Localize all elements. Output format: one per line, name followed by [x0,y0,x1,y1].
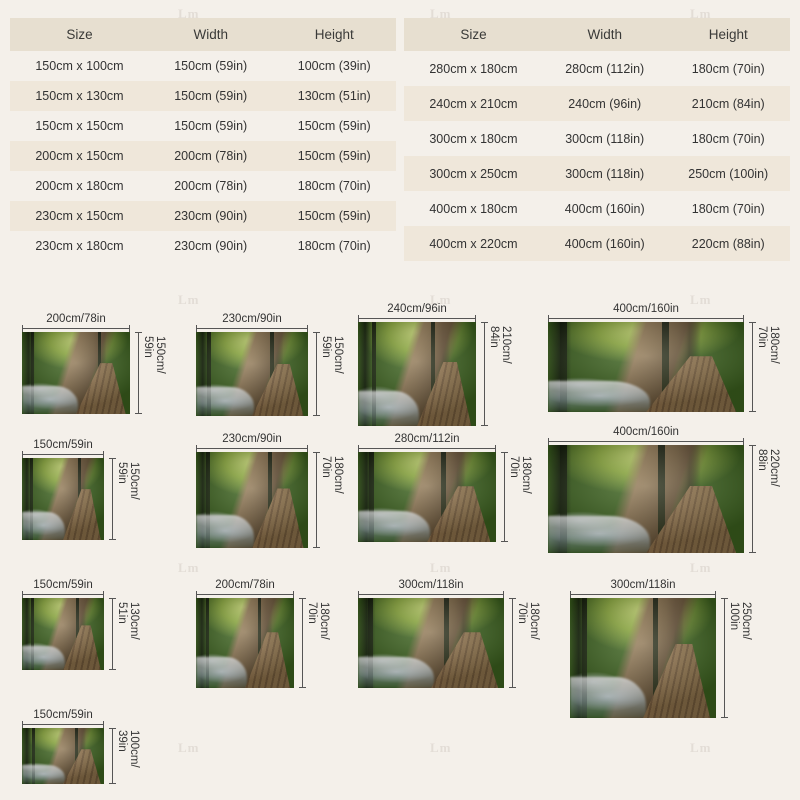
height-label: 210cm/ 84in [488,326,513,364]
watermark: Lm [178,740,200,755]
table-row [10,51,396,81]
column-header-height: Height [272,18,396,51]
watermark: Lm [430,560,452,575]
width-dimension-line [548,441,744,442]
cell-height: 150cm (59in) [272,141,396,171]
artwork-preview [22,598,104,670]
cell-size: 150cm x 130cm [10,81,149,111]
width-label: 200cm/78in [46,313,106,325]
width-label: 230cm/90in [222,433,282,445]
width-dimension-line [548,318,744,319]
forest-path-artwork [358,322,476,426]
width-dimension-line [22,594,104,595]
height-label: 180cm/ 70in [516,602,541,640]
width-label: 150cm/59in [33,439,93,451]
cell-height: 180cm (70in) [691,201,765,216]
cell-height: 150cm (59in) [297,119,371,133]
width-label: 230cm/90in [222,313,282,325]
artwork-preview [358,598,504,688]
width-dimension-line [196,594,294,595]
height-dimension-line [752,445,753,553]
forest-path-artwork [196,598,294,688]
width-label: 150cm/59in [33,709,93,721]
artwork-preview [22,728,104,784]
cell-height: 100cm (39in) [297,59,371,73]
height-label: 220cm/ 88in [756,449,781,487]
artwork-preview [358,322,476,426]
forest-path-artwork [548,322,744,412]
size-tables [10,18,790,261]
cell-height: 130cm (51in) [272,81,396,111]
cell-size: 230cm x 180cm [35,239,124,253]
cell-size: 300cm x 180cm [429,131,518,146]
cell-width: 300cm (118in) [565,131,645,146]
cell-height: 150cm (59in) [272,201,396,231]
width-dimension-line [358,594,504,595]
width-dimension-line [22,724,104,725]
table-row [10,81,396,111]
height-label: 100cm/ 39in [116,730,141,768]
cell-size: 230cm x 150cm [10,201,149,231]
artwork-preview [358,452,496,542]
height-label: 150cm/ 59in [320,336,345,374]
watermark: Lm [690,740,712,755]
width-label: 300cm/118in [398,579,464,591]
cell-height: 180cm (70in) [691,131,765,146]
width-dimension-line [358,448,496,449]
cell-size: 300cm x 250cm [404,156,543,191]
height-dimension-line [724,598,725,718]
width-dimension-line [22,328,130,329]
table-row [10,231,396,261]
width-dimension-line [22,454,104,455]
artwork-preview [196,598,294,688]
height-dimension-line [112,458,113,540]
height-label: 250cm/ 100in [728,602,753,640]
artwork-preview [196,332,308,416]
forest-path-artwork [22,458,104,540]
table-row [404,226,790,261]
forest-path-artwork [22,728,104,784]
cell-size: 400cm x 180cm [429,201,518,216]
watermark: Lm [690,560,712,575]
artwork-preview [548,445,744,553]
cell-width: 400cm (160in) [564,201,645,216]
artwork-preview [196,452,308,548]
width-dimension-line [570,594,716,595]
forest-path-artwork [196,452,308,548]
forest-path-artwork [22,598,104,670]
height-dimension-line [316,452,317,548]
height-label: 130cm/ 51in [116,602,141,640]
height-dimension-line [484,322,485,426]
width-label: 400cm/160in [613,426,679,438]
cell-size: 200cm x 150cm [10,141,149,171]
watermark: Lm [430,740,452,755]
table-row [10,201,396,231]
height-label: 180cm/ 70in [306,602,331,640]
table-row [404,191,790,226]
width-label: 400cm/160in [613,303,679,315]
watermark: Lm [690,292,712,307]
height-label: 180cm/ 70in [756,326,781,364]
watermark: Lm [430,292,452,307]
width-label: 200cm/78in [215,579,275,591]
cell-size: 400cm x 220cm [404,226,543,261]
width-dimension-line [196,448,308,449]
watermark: Lm [430,6,452,21]
column-header-height: Height [666,18,790,51]
watermark: Lm [178,6,200,21]
width-label: 300cm/118in [610,579,676,591]
forest-path-artwork [570,598,716,718]
cell-size: 150cm x 150cm [35,119,124,133]
forest-path-artwork [196,332,308,416]
column-header-width: Width [149,18,273,51]
cell-size: 150cm x 100cm [35,59,124,73]
cell-height: 250cm (100in) [666,156,790,191]
forest-path-artwork [358,452,496,542]
cell-size: 200cm x 180cm [35,179,124,193]
table-header-row [404,18,790,51]
height-dimension-line [138,332,139,414]
forest-path-artwork [548,445,744,553]
watermark: Lm [178,560,200,575]
height-label: 180cm/ 70in [508,456,533,494]
height-dimension-line [316,332,317,416]
cell-width: 230cm (90in) [174,239,248,253]
height-dimension-line [752,322,753,412]
watermark: Lm [178,292,200,307]
cell-height: 210cm (84in) [666,86,790,121]
cell-size: 280cm x 180cm [429,61,518,76]
height-dimension-line [112,728,113,784]
table-header-row [10,18,396,51]
height-dimension-line [504,452,505,542]
cell-size: 240cm x 210cm [404,86,543,121]
cell-width: 150cm (59in) [149,81,273,111]
width-dimension-line [358,318,476,319]
width-label: 240cm/96in [387,303,447,315]
width-label: 150cm/59in [33,579,93,591]
table-row [10,111,396,141]
cell-height: 220cm (88in) [666,226,790,261]
size-preview-grid [0,292,800,800]
cell-width: 280cm (112in) [565,61,645,76]
table-row [404,156,790,191]
cell-width: 300cm (118in) [543,156,667,191]
cell-width: 240cm (96in) [543,86,667,121]
cell-width: 400cm (160in) [543,226,667,261]
width-label: 280cm/112in [394,433,460,445]
cell-width: 200cm (78in) [149,141,273,171]
width-dimension-line [196,328,308,329]
column-header-width: Width [543,18,667,51]
table-row [10,141,396,171]
watermark: Lm [690,6,712,21]
column-header-size: Size [404,18,543,51]
forest-path-artwork [22,332,130,414]
height-label: 180cm/ 70in [320,456,345,494]
height-dimension-line [512,598,513,688]
height-label: 150cm/ 59in [142,336,167,374]
cell-width: 150cm (59in) [174,59,248,73]
table-row [404,51,790,86]
height-label: 150cm/ 59in [116,462,141,500]
cell-height: 180cm (70in) [691,61,765,76]
artwork-preview [570,598,716,718]
height-dimension-line [302,598,303,688]
size-table-right [404,18,790,261]
table-row [404,86,790,121]
artwork-preview [548,322,744,412]
table-row [10,171,396,201]
forest-path-artwork [358,598,504,688]
height-dimension-line [112,598,113,670]
cell-height: 180cm (70in) [297,239,371,253]
cell-width: 230cm (90in) [149,201,273,231]
cell-width: 150cm (59in) [174,119,248,133]
artwork-preview [22,332,130,414]
table-row [404,121,790,156]
cell-width: 200cm (78in) [174,179,248,193]
column-header-size: Size [10,18,149,51]
artwork-preview [22,458,104,540]
cell-height: 180cm (70in) [297,179,371,193]
size-table-left [10,18,396,261]
